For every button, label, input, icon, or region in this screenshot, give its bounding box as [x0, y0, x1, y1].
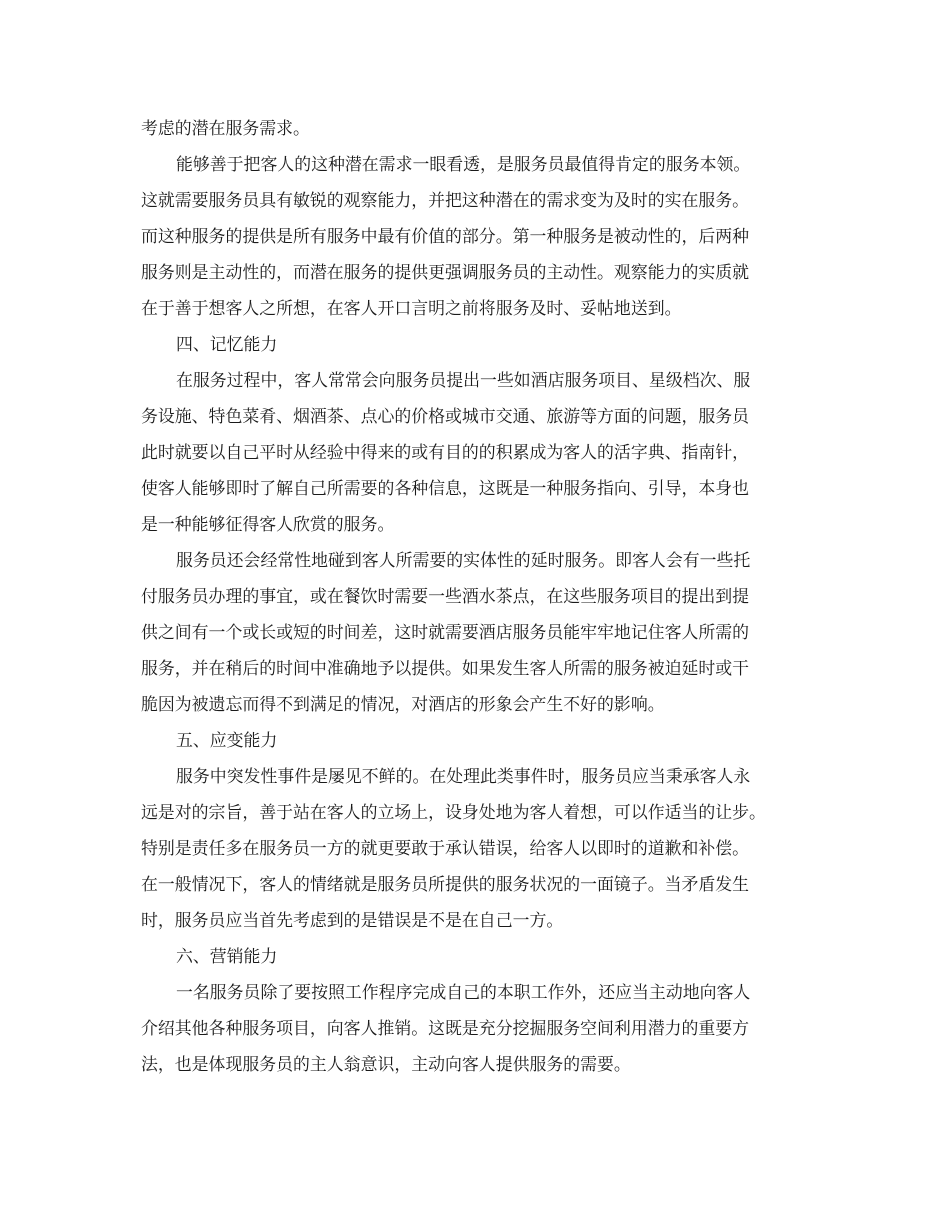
text-line: 考虑的潜在服务需求。 — [141, 118, 310, 138]
section-heading: 四、记忆能力 — [176, 334, 278, 354]
text-line: 介绍其他各种服务项目，向客人推销。这既是充分挖掘服务空间利用潜力的重要方 — [141, 1018, 750, 1038]
paragraph-start-line: 服务员还会经常性地碰到客人所需要的实体性的延时服务。即客人会有一些托 — [176, 550, 751, 570]
text-line: 使客人能够即时了解自己所需要的各种信息，这既是一种服务指向、引导，本身也 — [141, 478, 750, 498]
section-heading: 六、营销能力 — [176, 946, 278, 966]
text-line: 在于善于想客人之所想，在客人开口言明之前将服务及时、妥帖地送到。 — [141, 298, 682, 318]
paragraph-start-line: 服务中突发性事件是屡见不鲜的。在处理此类事件时，服务员应当秉承客人永 — [176, 766, 751, 786]
text-line: 这就需要服务员具有敏锐的观察能力，并把这种潜在的需求变为及时的实在服务。 — [141, 190, 750, 210]
text-line: 服务，并在稍后的时间中准确地予以提供。如果发生客人所需的服务被迫延时或干 — [141, 658, 750, 678]
text-line: 特别是责任多在服务员一方的就更要敢于承认错误，给客人以即时的道歉和补偿。 — [141, 838, 750, 858]
text-line: 脆因为被遗忘而得不到满足的情况，对酒店的形象会产生不好的影响。 — [141, 694, 665, 714]
document-body — [141, 110, 816, 1082]
paragraph-start-line: 能够善于把客人的这种潜在需求一眼看透，是服务员最值得肯定的服务本领。 — [176, 154, 751, 174]
paragraph-start-line: 在服务过程中，客人常常会向服务员提出一些如酒店服务项目、星级档次、服 — [176, 370, 751, 390]
text-line: 是一种能够征得客人欣赏的服务。 — [141, 514, 395, 534]
text-line: 而这种服务的提供是所有服务中最有价值的部分。第一种服务是被动性的，后两种 — [141, 226, 750, 246]
text-line: 供之间有一个或长或短的时间差，这时就需要酒店服务员能牢牢地记住客人所需的 — [141, 622, 750, 642]
text-line: 务设施、特色菜肴、烟酒茶、点心的价格或城市交通、旅游等方面的问题，服务员 — [141, 406, 750, 426]
text-line: 在一般情况下，客人的情绪就是服务员所提供的服务状况的一面镜子。当矛盾发生 — [141, 874, 750, 894]
text-line: 服务则是主动性的，而潜在服务的提供更强调服务员的主动性。观察能力的实质就 — [141, 262, 750, 282]
text-line: 时，服务员应当首先考虑到的是错误是不是在自己一方。 — [141, 910, 564, 930]
section-heading: 五、应变能力 — [176, 730, 278, 750]
text-line: 付服务员办理的事宜，或在餐饮时需要一些酒水茶点，在这些服务项目的提出到提 — [141, 586, 750, 606]
paragraph-start-line: 一名服务员除了要按照工作程序完成自己的本职工作外，还应当主动地向客人 — [176, 982, 751, 1002]
text-line: 此时就要以自己平时从经验中得来的或有目的的积累成为客人的活字典、指南针， — [141, 442, 750, 462]
text-line: 远是对的宗旨，善于站在客人的立场上，设身处地为客人着想，可以作适当的让步。 — [141, 802, 766, 822]
text-line: 法，也是体现服务员的主人翁意识，主动向客人提供服务的需要。 — [141, 1054, 631, 1074]
